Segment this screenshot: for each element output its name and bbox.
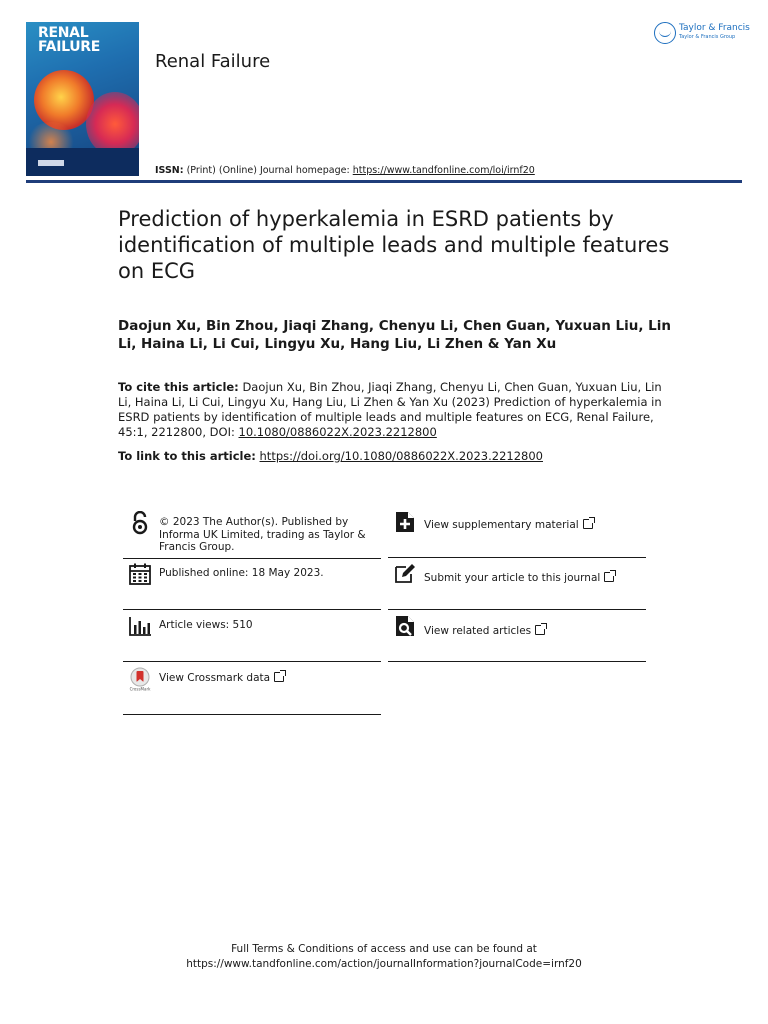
svg-text:CrossMark: CrossMark — [129, 686, 151, 691]
edit-icon — [393, 562, 417, 586]
cover-title: RENAL FAILURE — [38, 25, 101, 55]
related-cell[interactable] — [388, 611, 646, 662]
copyright-text: © 2023 The Author(s). Published by Informa UK Limited, trading as Taylor & Francis Group. — [159, 516, 366, 553]
open-access-cell — [123, 508, 381, 559]
supplementary-cell[interactable] — [388, 507, 646, 558]
article-doi-url[interactable]: https://doi.org/10.1080/0886022X.2023.2212800 — [259, 449, 543, 463]
supplementary-link[interactable]: View supplementary material — [424, 519, 579, 531]
published-cell — [123, 559, 381, 610]
footer-terms — [0, 942, 768, 972]
external-link-icon — [535, 625, 545, 635]
article-authors: Daojun Xu, Bin Zhou, Jiaqi Zhang, Chenyu Li, Chen Guan, Yuxuan Liu, Lin Li, Haina Li, Li Cui, Lingyu Xu, Hang Liu, Li Zhen & Yan Xu — [118, 318, 672, 352]
external-link-icon — [604, 572, 614, 582]
views-cell — [123, 611, 381, 662]
footer-line-1: Full Terms & Conditions of access and use can be found at — [231, 943, 537, 955]
cite-text: Daojun Xu, Bin Zhou, Jiaqi Zhang, Chenyu Li, Chen Guan, Yuxuan Liu, Lin Li, Haina Li, Li Cui, Lingyu Xu, Hang Liu, Li Zhen & Yan Xu (2023) Prediction of hyperkalemia in ESRD patients by identification of multiple leads and multiple features on ECG, Renal Failure, 45:1, 2212800, DOI: — [118, 380, 662, 439]
add-document-icon — [393, 510, 417, 534]
external-link-icon — [274, 672, 284, 682]
issn-label: ISSN: — [155, 165, 184, 176]
article-link-block — [118, 449, 678, 464]
crossmark-icon — [128, 667, 152, 691]
submit-article-link[interactable]: Submit your article to this journal — [424, 572, 601, 584]
cite-label: To cite this article: — [118, 380, 239, 394]
issn-line — [155, 165, 535, 176]
citation-block — [118, 380, 678, 440]
journal-name: Renal Failure — [155, 51, 271, 72]
doi-link[interactable]: 10.1080/0886022X.2023.2212800 — [238, 425, 437, 439]
publisher-name: Taylor & Francis — [679, 23, 750, 33]
footer-terms-url[interactable]: https://www.tandfonline.com/action/journalInformation?journalCode=irnf20 — [186, 958, 582, 970]
calendar-icon — [128, 562, 152, 586]
crossmark-cell[interactable] — [123, 664, 381, 715]
submit-cell[interactable] — [388, 559, 646, 610]
open-access-icon — [128, 511, 152, 535]
issn-text: (Print) (Online) Journal homepage: — [186, 165, 350, 176]
crossmark-link[interactable]: View Crossmark data — [159, 672, 271, 684]
external-link-icon — [583, 519, 593, 529]
publisher-subtitle: Taylor & Francis Group — [679, 34, 736, 40]
publisher-logo-icon — [654, 22, 676, 44]
article-title: Prediction of hyperkalemia in ESRD patients by identification of multiple leads and multiple features on ECG — [118, 207, 670, 283]
header-divider — [26, 180, 742, 183]
bar-chart-icon — [128, 614, 152, 638]
related-articles-link[interactable]: View related articles — [424, 625, 532, 637]
published-date: Published online: 18 May 2023. — [159, 567, 324, 579]
journal-homepage-link[interactable]: https://www.tandfonline.com/loi/irnf20 — [352, 165, 535, 176]
search-document-icon — [393, 614, 417, 638]
article-views: Article views: 510 — [159, 619, 253, 631]
journal-cover-image — [26, 22, 139, 176]
link-label: To link to this article: — [118, 449, 256, 463]
